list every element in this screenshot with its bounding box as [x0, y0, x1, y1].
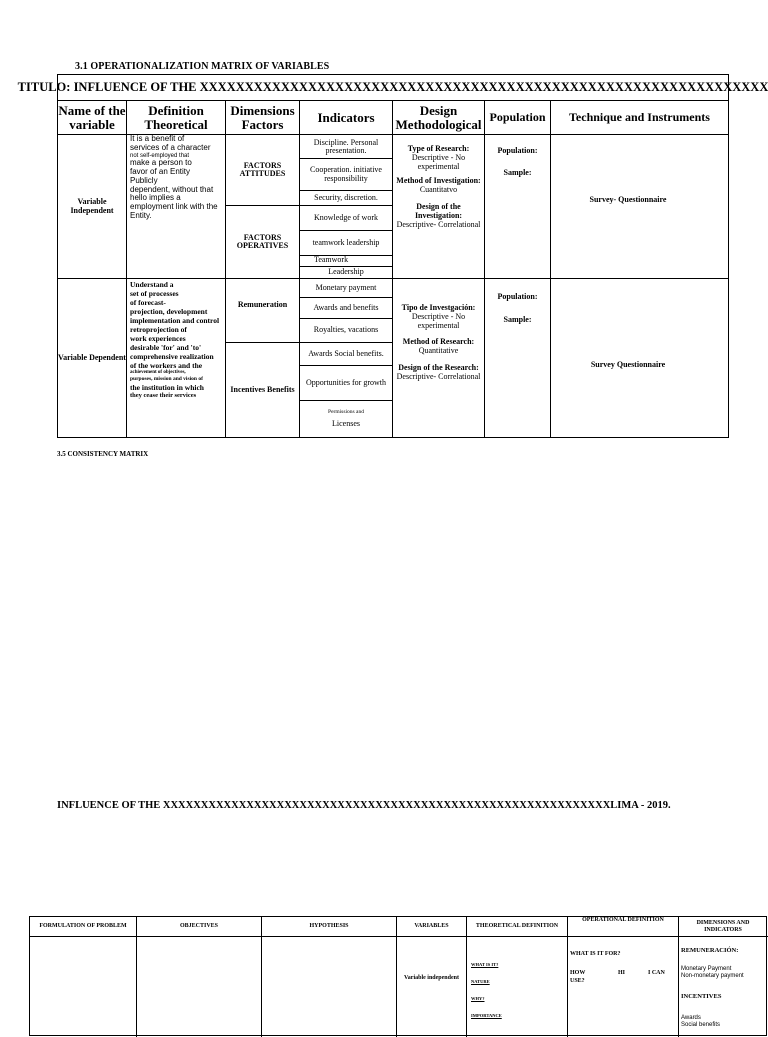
row1-def-line: Publicly: [130, 175, 158, 185]
section-title: 3.1 OPERATIONALIZATION MATRIX OF VARIABLES: [75, 61, 330, 72]
operational-hi: HI: [618, 970, 626, 976]
row1-technique: Survey- Questionnaire: [589, 194, 667, 204]
theoretical-item: NATURE: [471, 979, 490, 984]
row1-indicator: Teamwork: [314, 255, 349, 265]
row2-technique: Survey Questionnaire: [590, 359, 666, 369]
row2-dim-remuneration: Remuneration: [237, 299, 288, 309]
row1-indicator: Knowledge of work: [314, 212, 378, 222]
row2-method-label: Method of Research:: [402, 337, 475, 347]
row1-design: [393, 145, 484, 278]
row1-def-line: employment link with the: [130, 202, 218, 212]
row1-indicator: Cooperation. initiative responsibility: [310, 165, 382, 183]
dim-nonmonetary: Non-monetary payment: [681, 973, 744, 979]
row2-def-line: purposes, mission and vision of: [130, 376, 203, 382]
row1-variable: Variable Independent: [70, 197, 114, 215]
matrix-title: TITULO: INFLUENCE OF THE XXXXXXXXXXXXXXXXXXXXXXXXXXXXXXXXXXXXXXXXXXXXXXXXXXXXXXXXXXXXXXX: [17, 79, 768, 94]
row1-def-line: not self-employed that: [130, 152, 190, 159]
row2-indicator: Licenses: [332, 419, 360, 428]
theoretical-item: IMPORTANCE: [471, 1013, 502, 1018]
row2-design: [393, 304, 484, 382]
row2-dim-incentives: Incentives Benefits: [230, 384, 295, 394]
row2-def-line: of forecast-: [130, 298, 166, 307]
header-dimensions: Dimensions Factors: [230, 102, 295, 132]
row2-def-line: set of processes: [130, 289, 179, 298]
theoretical-item: WHAT IS IT?: [471, 962, 499, 967]
row1-dim-attitudes: FACTORS ATTITUDES: [239, 160, 286, 178]
operational-q1: WHAT IS IT FOR?: [570, 951, 621, 957]
operational-use: USE?: [570, 978, 585, 984]
header-population: Population: [489, 110, 546, 125]
header-design: Design Methodological: [395, 102, 482, 132]
header-operational: OPERATIONAL DEFINITION: [582, 917, 664, 923]
row1-indicator: Leadership: [328, 267, 364, 277]
row2-indicator: Awards Social benefits.: [308, 348, 384, 358]
row2-indicator: Opportunities for growth: [306, 377, 386, 387]
row1-sample: Sample:: [503, 168, 532, 177]
header-variables: VARIABLES: [414, 923, 449, 930]
row2-type: Descriptive - No experimental: [411, 311, 466, 330]
row2-def-line: implementation and control: [130, 316, 220, 325]
row1-def-line: favor of an Entity: [130, 166, 191, 176]
operational-how: HOW: [570, 970, 586, 976]
header-hypothesis: HYPOTHESIS: [309, 923, 349, 930]
row1-population: Population:: [497, 146, 538, 155]
row2-def-line: comprehensive realization: [130, 352, 214, 361]
consistency-matrix: [29, 916, 767, 1036]
row2-def-line: achievement of objectives,: [130, 370, 186, 375]
row1-design-value: Descriptive- Correlational: [396, 219, 481, 229]
header-theoretical: THEORETICAL DEFINITION: [475, 923, 559, 930]
row2-indicator: Permissions and: [328, 409, 364, 415]
header-indicators: Indicators: [317, 109, 375, 125]
dim-monetary: Monetary Payment: [681, 966, 732, 972]
row2-def-line: projection, development: [130, 307, 208, 316]
row2-def-line: retroprojection of: [130, 325, 187, 334]
row2-def-line: desirable 'for' and 'to': [130, 343, 202, 352]
row2-type-label: Tipo de Investgación:: [401, 303, 476, 312]
row2-sample: Sample:: [503, 315, 532, 324]
row2-method: Quantitative: [418, 346, 459, 356]
row2-design-value: Descriptive- Correlational: [396, 371, 481, 381]
row2-def-line: work experiences: [130, 334, 186, 343]
row2-indicator: Royalties, vacations: [313, 325, 379, 335]
row1-indicator: teamwork leadership: [312, 237, 380, 247]
consistency-big-title: INFLUENCE OF THE XXXXXXXXXXXXXXXXXXXXXXXXXXXXXXXXXXXXXXXXXXXXXXXXXXXXXXXXXXXLIMA - 2019.: [57, 800, 671, 811]
row2-definition: [130, 280, 228, 399]
row1-type: Descriptive - No experimental: [411, 152, 466, 171]
row2-population: Population:: [497, 292, 538, 301]
row1-def-line: Entity.: [130, 210, 152, 220]
row1-def-line: dependent, without that: [130, 184, 214, 194]
header-dimensions: DIMENSIONS AND INDICATORS: [696, 920, 750, 933]
row2-def-line: they cease their services: [130, 391, 197, 399]
header-problem: FORMULATION OF PROBLEM: [39, 923, 127, 930]
row1-def-line: services of a character: [130, 142, 211, 152]
row2-design-label: Design of the Research:: [398, 362, 479, 372]
row2-def-line: the institution in which: [130, 382, 204, 392]
header-objectives: OBJECTIVES: [179, 923, 218, 930]
dim-remuneration: REMUNERACIÓN:: [681, 947, 739, 954]
row1-method-label: Method of Investigation:: [396, 176, 481, 186]
header-definition: Definition Theoretical: [144, 102, 208, 132]
header-name-variable: Name of the variable: [58, 102, 126, 132]
theoretical-item: WHY?: [471, 996, 485, 1001]
row2-variable: Variable Dependent: [58, 352, 126, 362]
consistency-variable: Variable independent: [404, 974, 459, 981]
row1-def-line: hello implies a: [130, 193, 181, 203]
row2-def-line: of the workers and the: [130, 361, 203, 370]
row1-dim-operatives: FACTORS OPERATIVES: [236, 232, 289, 250]
row1-definition: [130, 135, 225, 278]
dim-awards: Awards: [681, 1015, 701, 1021]
row2-indicator: Awards and benefits: [313, 302, 379, 312]
row1-indicator: Discipline. Personal presentation.: [313, 137, 379, 155]
row1-indicator: Security, discretion.: [314, 192, 378, 202]
row1-def-line: make a person to: [130, 158, 192, 168]
row1-design-label: Design of the Investigation:: [414, 201, 463, 220]
header-technique: Technique and Instruments: [569, 110, 710, 125]
dim-incentives: INCENTIVES: [681, 993, 722, 1000]
operationalization-matrix: [17, 74, 768, 438]
row2-indicator: Monetary payment: [315, 282, 377, 292]
consistency-title: 3.5 CONSISTENCY MATRIX: [57, 450, 149, 458]
dim-social: Social benefits: [681, 1022, 721, 1028]
row1-type-label: Type of Research:: [407, 144, 470, 153]
operational-ican: I CAN: [648, 970, 665, 976]
row2-def-line: Understand a: [130, 280, 174, 289]
row1-def-line: It is a benefit of: [130, 134, 185, 143]
row1-method: Cuantitatvo: [419, 185, 458, 195]
